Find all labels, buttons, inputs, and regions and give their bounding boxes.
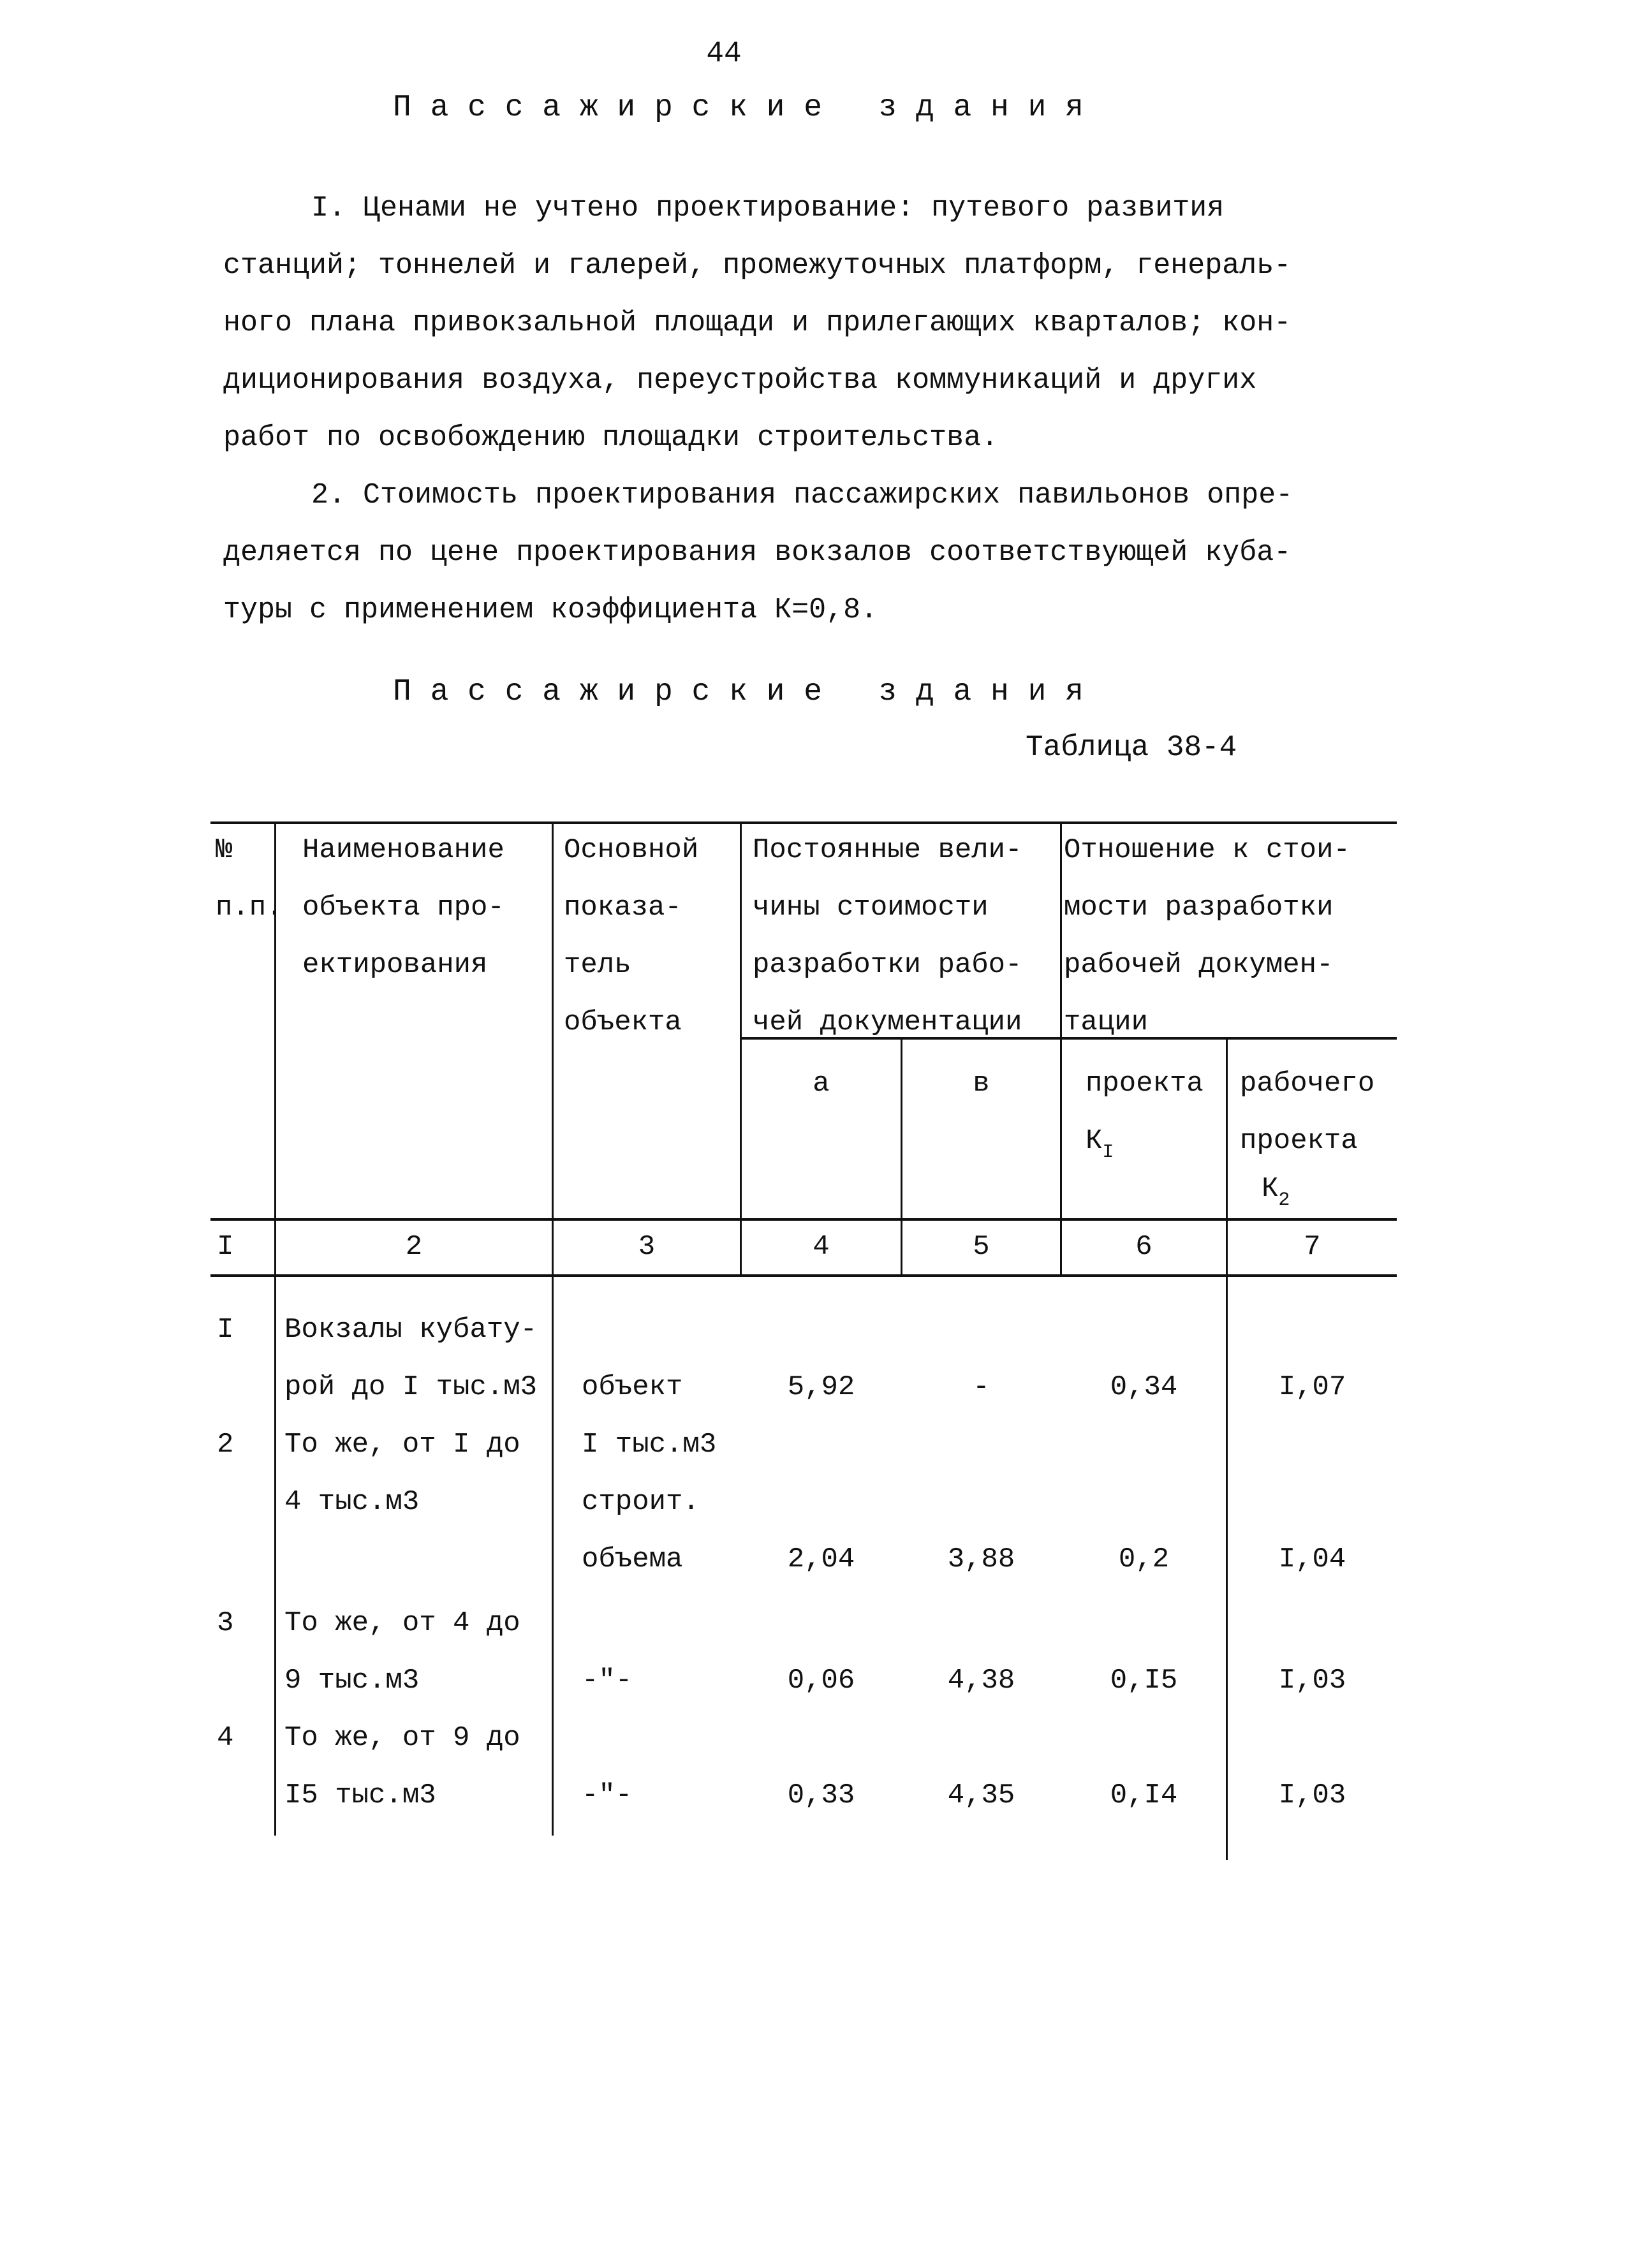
row-value-a: 0,06 — [787, 1665, 855, 1697]
header-line: ектирования — [302, 949, 488, 981]
header-k2 — [1240, 1055, 1374, 1211]
header-line: Наименование — [302, 834, 504, 866]
column-number: 7 — [1304, 1231, 1321, 1263]
paragraph-line: работ по освобождению площадки строительства. — [223, 422, 999, 454]
k-symbol: К — [1262, 1173, 1279, 1205]
name-line: I5 тыс.м3 — [284, 1779, 436, 1811]
k-subscript: 2 — [1278, 1189, 1290, 1211]
column-number: 4 — [813, 1231, 830, 1263]
row-value-a: 0,33 — [787, 1779, 855, 1811]
row-number: 4 — [217, 1722, 234, 1754]
header-line: п.п. — [216, 892, 283, 924]
header-line: проекта — [1086, 1068, 1204, 1100]
header-line: чины стоимости — [753, 892, 989, 924]
note-paragraph-1 — [223, 180, 1307, 467]
header-main-indicator — [564, 821, 698, 1051]
row-object-name — [284, 1301, 537, 1416]
k-symbol: К — [1086, 1125, 1103, 1157]
header-col-b: в — [973, 1068, 990, 1100]
header-line: Основной — [564, 834, 699, 866]
header-line: тации — [1064, 1006, 1149, 1038]
row-object-name — [284, 1594, 520, 1709]
header-line: разработки рабо- — [753, 949, 1022, 981]
row-value-k1: 0,2 — [1118, 1543, 1170, 1575]
row-object-name — [284, 1416, 520, 1531]
header-line: проекта — [1240, 1125, 1358, 1157]
row-value-b: 4,35 — [947, 1779, 1015, 1811]
k-subscript: I — [1102, 1142, 1114, 1163]
row-number: 3 — [217, 1607, 234, 1639]
indicator-line: строит. — [582, 1486, 700, 1518]
row-indicator: объект — [582, 1371, 683, 1403]
name-line: 9 тыс.м3 — [284, 1665, 420, 1697]
row-value-k1: 0,34 — [1110, 1371, 1178, 1403]
row-indicator — [582, 1416, 716, 1588]
column-number: 2 — [405, 1231, 423, 1263]
name-line: рой до I тыс.м3 — [284, 1371, 538, 1403]
table-caption: Таблица 38-4 — [1026, 731, 1237, 764]
header-line: тель — [564, 949, 631, 981]
row-value-b: 4,38 — [947, 1665, 1015, 1697]
header-col-a: а — [813, 1068, 830, 1100]
name-line: То же, от 9 до — [284, 1722, 520, 1754]
header-line: рабочей докумен- — [1064, 949, 1334, 981]
indicator-line: I тыс.м3 — [582, 1429, 717, 1461]
row-indicator: -"- — [582, 1665, 633, 1697]
column-rule — [274, 821, 276, 1836]
row-object-name — [284, 1709, 520, 1824]
header-constant-values — [753, 821, 1022, 1051]
header-line: Постоянные вели- — [753, 834, 1022, 866]
column-rule — [1060, 821, 1062, 1276]
column-rule — [552, 821, 554, 1836]
header-k1 — [1086, 1055, 1204, 1172]
column-rule — [1226, 1037, 1228, 1860]
row-value-k2: I,03 — [1278, 1665, 1346, 1697]
column-rule — [740, 821, 742, 1276]
header-line: № — [216, 834, 233, 866]
header-object-name — [302, 821, 504, 994]
paragraph-line: деляется по цене проектирования вокзалов соответствующей куба- — [223, 536, 1292, 569]
row-value-k1: 0,I4 — [1110, 1779, 1178, 1811]
paragraph-line: станций; тоннелей и галерей, промежуточных платформ, генераль- — [223, 249, 1292, 282]
header-line: рабочего — [1240, 1068, 1375, 1100]
column-number: 3 — [638, 1231, 656, 1263]
note-paragraph-2 — [223, 467, 1307, 639]
row-value-k2: I,07 — [1278, 1371, 1346, 1403]
row-value-k2: I,04 — [1278, 1543, 1346, 1575]
header-line — [1086, 1112, 1204, 1172]
header-line: Отношение к стои- — [1064, 834, 1350, 866]
page-number: 44 — [706, 37, 742, 70]
header-line: чей документации — [753, 1006, 1022, 1038]
name-line: То же, от 4 до — [284, 1607, 520, 1639]
row-value-a: 2,04 — [787, 1543, 855, 1575]
paragraph-line: I. Ценами не учтено проектирование: путевого развития — [311, 192, 1225, 225]
column-number: I — [217, 1231, 234, 1263]
row-value-b: 3,88 — [947, 1543, 1015, 1575]
row-value-k1: 0,I5 — [1110, 1665, 1178, 1697]
row-number: I — [217, 1314, 234, 1346]
row-value-b: - — [973, 1371, 990, 1403]
header-line: показа- — [564, 892, 682, 924]
paragraph-line: диционирования воздуха, переустройства коммуникаций и других — [223, 364, 1257, 397]
paragraph-line: ного плана привокзальной площади и прилегающих кварталов; кон- — [223, 307, 1292, 339]
header-line — [1240, 1170, 1374, 1211]
paragraph-line: 2. Стоимость проектирования пассажирских павильонов опре- — [311, 479, 1293, 512]
row-indicator: -"- — [582, 1779, 633, 1811]
column-number: 5 — [973, 1231, 990, 1263]
section-title: Пассажирские здания — [393, 91, 1103, 125]
header-line: мости разработки — [1064, 892, 1334, 924]
name-line: 4 тыс.м3 — [284, 1486, 420, 1518]
column-number: 6 — [1135, 1231, 1152, 1263]
table-title: Пассажирские здания — [393, 675, 1103, 709]
header-line: объекта про- — [302, 892, 504, 924]
name-line: То же, от I до — [284, 1429, 520, 1461]
row-value-k2: I,03 — [1278, 1779, 1346, 1811]
name-line: Вокзалы кубату- — [284, 1314, 538, 1346]
row-number: 2 — [217, 1429, 234, 1461]
row-value-a: 5,92 — [787, 1371, 855, 1403]
header-number — [216, 821, 283, 936]
paragraph-line: туры с применением коэффициента К=0,8. — [223, 594, 878, 626]
header-line: объекта — [564, 1006, 682, 1038]
indicator-line: объема — [582, 1543, 683, 1575]
header-cost-ratio — [1064, 821, 1350, 1051]
